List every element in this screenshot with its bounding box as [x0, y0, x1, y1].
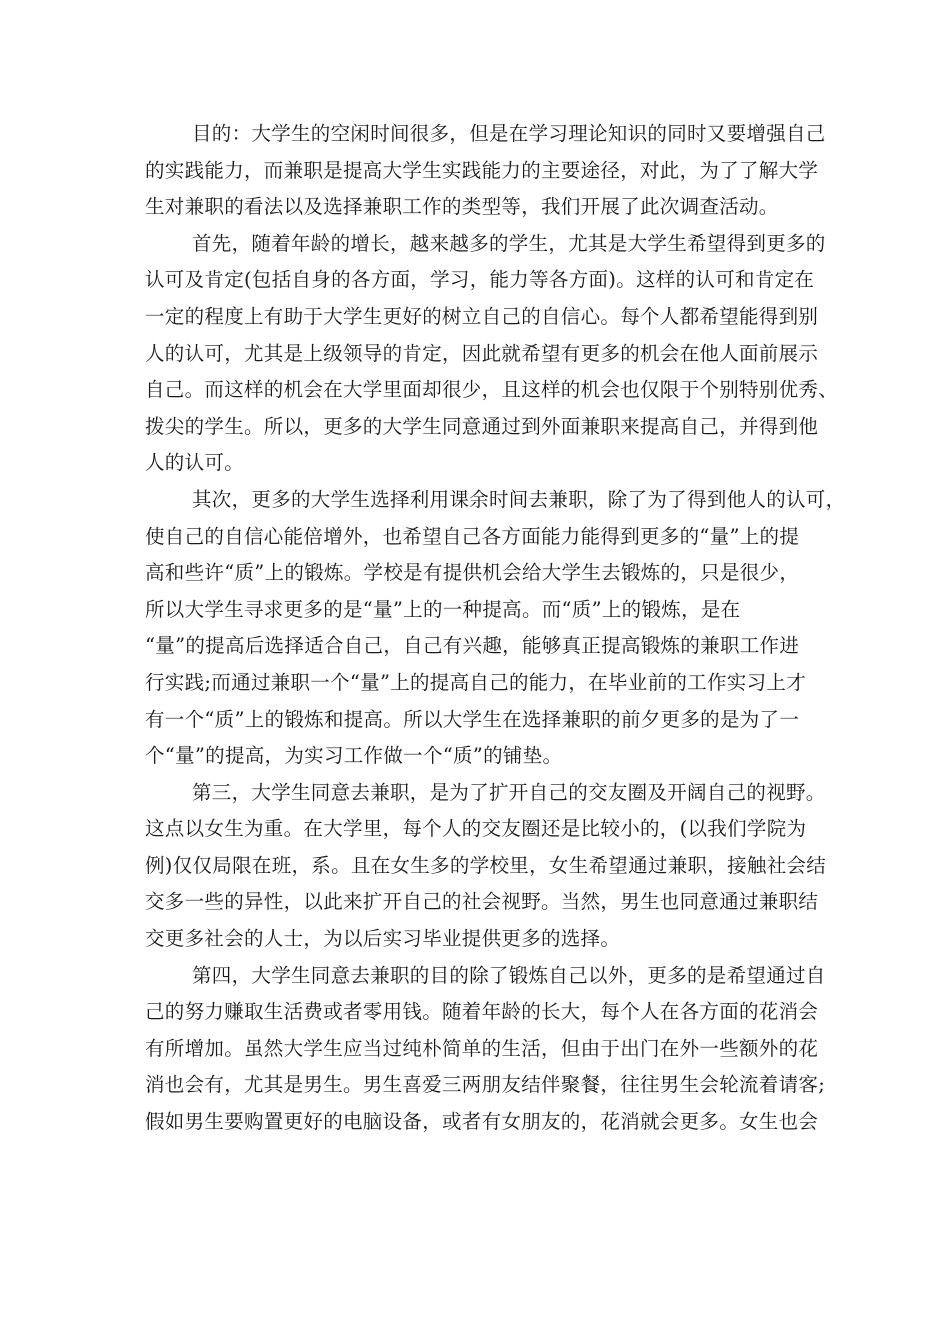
text-line: 自己。而这样的机会在大学里面却很少，且这样的机会也仅限于个别特别优秀、: [145, 378, 839, 402]
text-line: 这点以女生为重。在大学里，每个人的交友圈还是比较小的，(以我们学院为: [145, 817, 807, 841]
text-line: 交多一些的异性，以此来扩开自己的社会视野。当然，男生也同意通过兼职结: [145, 890, 819, 914]
text-line: 拨尖的学生。所以，更多的大学生同意通过到外面兼职来提高自己，并得到他: [145, 414, 819, 438]
text-line: 一定的程度上有助于大学生更好的树立自己的自信心。每个人都希望能得到别: [145, 304, 819, 328]
document-body: [145, 116, 846, 1141]
text-line: 认可及肯定(包括自身的各方面，学习，能力等各方面)。这样的认可和肯定在: [145, 268, 815, 292]
text-line: 目的：大学生的空闲时间很多，但是在学习理论知识的同时又要增强自己: [192, 122, 826, 145]
text-line: 第四，大学生同意去兼职的目的除了锻炼自己以外，更多的是希望通过自: [192, 963, 826, 987]
text-line: 人的认可，尤其是上级领导的肯定，因此就希望有更多的机会在他人面前展示: [145, 341, 819, 365]
text-line: 己的努力赚取生活费或者零用钱。随着年龄的长大，每个人在各方面的花消会: [145, 1000, 819, 1024]
text-line: 的实践能力，而兼职是提高大学生实践能力的主要途径，对此，为了了解大学: [145, 158, 819, 182]
text-line: 有所增加。虽然大学生应当过纯朴简单的生活，但由于出门在外一些额外的花: [145, 1036, 819, 1060]
text-line: 个“量”的提高，为实习工作做一个“质”的铺垫。: [145, 744, 563, 768]
text-line: 其次，更多的大学生选择利用课余时间去兼职，除了为了得到他人的认可，: [192, 487, 846, 511]
text-line: 消也会有，尤其是男生。男生喜爱三两朋友结伴聚餐，往往男生会轮流着请客;: [145, 1073, 826, 1097]
text-line: “量”的提高后选择适合自己，自己有兴趣，能够真正提高锻炼的兼职工作进: [145, 634, 800, 658]
text-line: 第三，大学生同意去兼职，是为了扩开自己的交友圈及开阔自己的视野。: [192, 780, 826, 804]
text-line: 高和些许“质”上的锻炼。学校是有提供机会给大学生去锻炼的，只是很少，: [145, 561, 800, 585]
text-line: 行实践;而通过兼职一个“量”上的提高自己的能力，在毕业前的工作实习上才: [145, 670, 807, 694]
text-line: 例)仅仅局限在班，系。且在女生多的学校里，女生希望通过兼职，接触社会结: [145, 853, 827, 877]
text-line: 交更多社会的人士，为以后实习毕业提供更多的选择。: [145, 927, 621, 951]
text-line: 使自己的自信心能倍增外，也希望自己各方面能力能得到更多的“量”上的提: [145, 524, 800, 548]
text-line: 所以大学生寻求更多的是“量”上的一种提高。而“质”上的锻炼，是在: [145, 597, 741, 621]
text-line: 首先，随着年龄的增长，越来越多的学生，尤其是大学生希望得到更多的: [192, 231, 826, 255]
text-line: 假如男生要购置更好的电脑设备，或者有女朋友的，花消就会更多。女生也会: [145, 1110, 819, 1134]
text-line: 人的认可。: [145, 451, 245, 475]
text-line: 生对兼职的看法以及选择兼职工作的类型等，我们开展了此次调查活动。: [145, 195, 779, 219]
text-line: 有一个“质”上的锻炼和提高。所以大学生在选择兼职的前夕更多的是为了一: [145, 707, 800, 731]
